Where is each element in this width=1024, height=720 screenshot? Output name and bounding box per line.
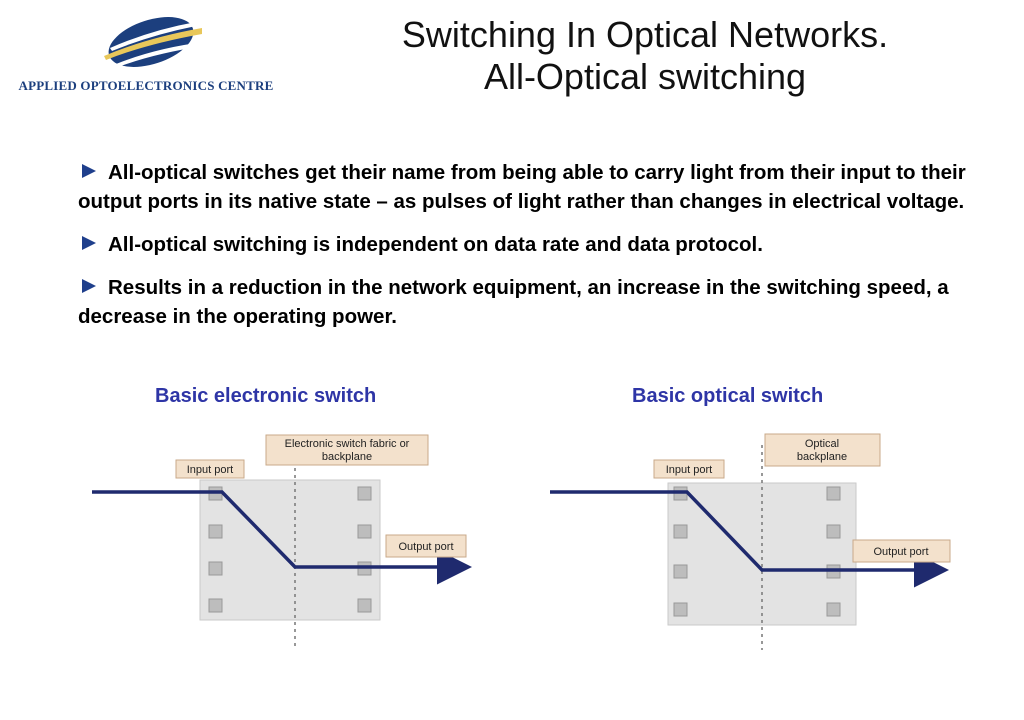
switch-body bbox=[200, 480, 380, 620]
port-square bbox=[674, 603, 687, 616]
port-square bbox=[209, 562, 222, 575]
port-square bbox=[209, 599, 222, 612]
bullet-arrow-icon bbox=[82, 236, 96, 250]
electronic-switch-caption: Basic electronic switch bbox=[155, 385, 377, 407]
input-port-label: Input port bbox=[665, 464, 713, 476]
port-square bbox=[358, 599, 371, 612]
bullet-list bbox=[78, 158, 983, 345]
bullet-text: All-optical switching is independent on data rate and data protocol. bbox=[108, 233, 763, 256]
port-square bbox=[358, 487, 371, 500]
bullet-item bbox=[78, 230, 983, 259]
optical-switch-diagram bbox=[548, 425, 958, 655]
bullet-arrow-icon bbox=[82, 164, 96, 178]
page-title bbox=[300, 14, 990, 98]
port-square bbox=[827, 603, 840, 616]
fabric-label-line-1: Optical bbox=[804, 438, 840, 450]
electronic-switch-diagram bbox=[80, 425, 480, 655]
port-square bbox=[827, 487, 840, 500]
bullet-text: All-optical switches get their name from being able to carry light from their input to their output ports in its native state – as pulses of light rather than changes in electrical voltage. bbox=[78, 161, 966, 213]
bullet-text: Results in a reduction in the network equipment, an increase in the switching speed, a decrease in the operating power. bbox=[78, 276, 949, 328]
bullet-item bbox=[78, 158, 983, 216]
optical-switch-caption: Basic optical switch bbox=[632, 385, 824, 407]
port-square bbox=[674, 525, 687, 538]
input-port-label: Input port bbox=[186, 464, 234, 476]
bullet-item bbox=[78, 273, 983, 331]
output-port-label: Output port bbox=[873, 546, 929, 558]
fabric-label-line-2: backplane bbox=[796, 451, 848, 463]
logo-wordmark: APPLIED OPTOELECTRONICS CENTRE bbox=[18, 78, 274, 93]
output-port-label: Output port bbox=[398, 541, 454, 553]
bullet-arrow-icon bbox=[82, 279, 96, 293]
port-square bbox=[674, 565, 687, 578]
port-square bbox=[209, 525, 222, 538]
title-line-1: Switching In Optical Networks. bbox=[401, 14, 889, 55]
fabric-label-line-1: Electronic switch fabric or bbox=[284, 438, 410, 450]
port-square bbox=[827, 525, 840, 538]
title-line-2: All-Optical switching bbox=[483, 56, 807, 97]
port-square bbox=[358, 525, 371, 538]
fabric-label-line-2: backplane bbox=[321, 451, 373, 463]
